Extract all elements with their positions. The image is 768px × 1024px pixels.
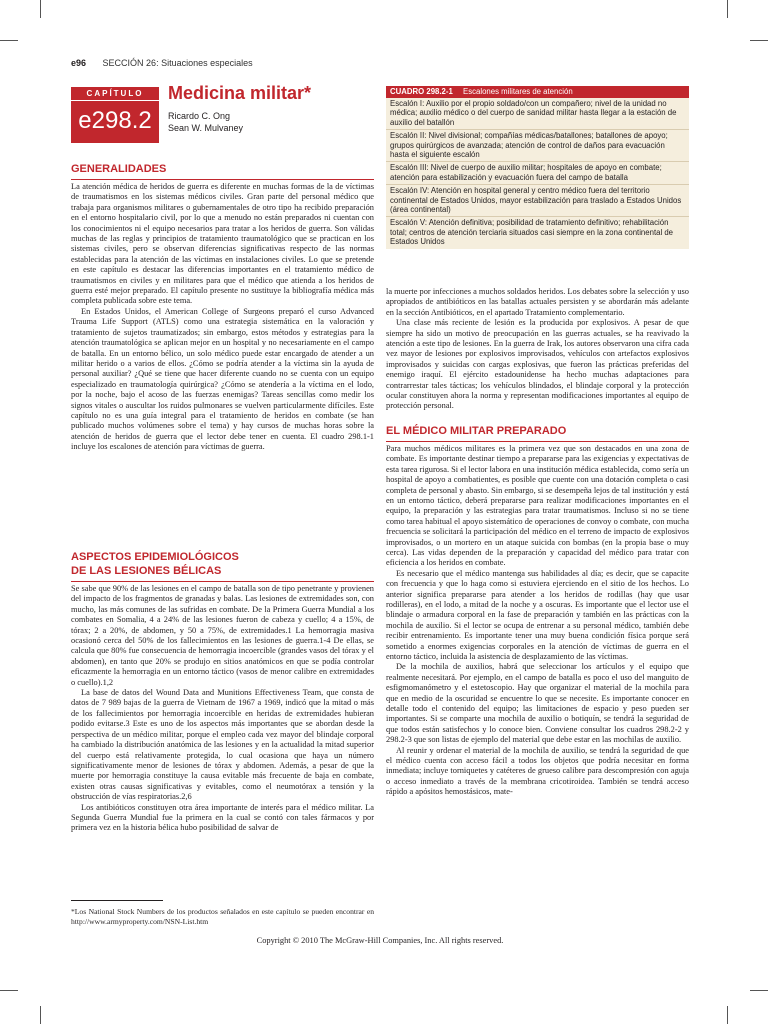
left-column [71,162,374,834]
section-medico-preparado [386,424,689,798]
paragraph: La atención médica de heridos de guerra es diferente en muchas formas de la de víctimas de traumatismos en los sistemas médicos civiles. Gran parte del personal médico que trabaja para organismos militares o gubernamentales de otro tipo ha recibido preparación en el entorno hospitalario civil, por lo que a menudo no están preparados ni cuentan con los conocimientos ni el equipo necesarios para tratar a los heridos de guerra. Son válidas muchas de las reglas y principios de tratamiento traumatológico que se practican en los sistemas civiles, pero se observan diferencias significativas respecto de las normas establecidas para la atención de las víctimas en instalaciones civiles. Lo que se pretende en este capítulo es destacar las diferencias importantes en el tratamiento médico de traumatismos en civiles y en militares para que el médico que atienda a los heridos de guerra esté mejor preparado. El capítulo presente no sustituye la bibliografía médica más completa publicada sobre este tema. [71,182,374,306]
author-name: Ricardo C. Ong [168,111,231,121]
section-generalidades [71,162,374,532]
paragraph: Una clase más reciente de lesión es la producida por explosivos. A pesar de que siempre ha sido un motivo de preocupación en las guerras actuales, se ha reavivado la atención a este tipo de lesiones. En la guerra de Irak, los autores observaron una cifra cada vez mayor de lesiones por explosivos improvisados, vehículos con artefactos explosivos improvisados y suicidas con cargas explosivas, que fueron las prácticas preferidas del enemigo iraquí. El ejército estadounidense ha hecho muchas adaptaciones para contrarrestar tales tácticas; los vehículos blindados, el blindaje corporal y la protección ocular constituyen ahora la norma y representan modificaciones importantes al equipo de protección personal. [386,318,689,411]
crop-mark [727,0,728,18]
paragraph: Se sabe que 90% de las lesiones en el campo de batalla son de tipo penetrante y provienen del impacto de los fragmentos de granadas y balas. Las lesiones de extremidades son, con mucho, las más comunes de las sufridas en combate. De la Primera Guerra Mundial a los combates en Somalia, 4 a 24% de las lesiones fueron de cabeza y cuello; 4 a 15%, de tórax; 2 a 20%, de abdomen, y 50 a 75%, de extremidades.1 La hemorragia masiva ocasionó cerca del 50% de los fallecimientos en las lesiones de guerra.1-4 De ellas, se calcula que 80% fue consecuencia de hemorragia incoercible (grandes vasos del tórax y el abdomen), en tanto que 20% se produjo en sitios anatómicos en que se podía controlar eficazmente la hemorragia en un entorno táctico (vasos de menor calibre en extremidades o cuello).1,2 [71,584,374,687]
footnote-rule [71,900,163,901]
box-header [386,86,689,98]
chapter-badge [71,87,159,143]
paragraph: Para muchos médicos militares es la primera vez que son destacados en una zona de combate. Es importante destinar tiempo a prepararse para las exigencias y expectativas de esta tarea rigurosa. Si el lector labora en una institución médica establecida, como sería un hospital de apoyo a combatientes, es posible que cuente con una dotación completa o casi completa de personal y abasto. Sin embargo, si se desempeña lejos de tal institución y está en un entorno táctico, deberá prepararse para realizar modificaciones importantes en el equipo, la preparación y las estrategias para tratar traumatismos. Incluso si no se tiene como tarea habitual el apoyo sistemático de operaciones de convoy o combate, con mucha frecuencia se solicitará la participación del médico en el terreno de impacto de explosivos improvisados, o un mortero en un ataque suicida con bombas (en la propia base o muy cerca). Las vidas dependen de la preparación y capacidad del médico para tratar con eficiencia a los heridos en combate. [386,443,689,568]
right-column [386,287,689,798]
box-level-item: Escalón III: Nivel de cuerpo de auxilio militar; hospitales de apoyo en combate; atención para estabilización y evacuación fuera del campo de batalla [386,162,689,185]
box-level-item: Escalón V: Atención definitiva; posibilidad de tratamiento definitivo; rehabilitación total; centros de atención terciaria situados casi siempre en la zona continental de Estados Unidos [390,218,674,247]
crop-mark [0,40,18,41]
copyright-notice: Copyright © 2010 The McGraw-Hill Companies, Inc. All rights reserved. [256,936,504,945]
chapter-title: Medicina militar* [168,83,312,103]
section-heading: EL MÉDICO MILITAR PREPARADO [386,424,689,442]
crop-mark [750,40,768,41]
paragraph: Al reunir y ordenar el material de la mochila de auxilio, se tendrá la seguridad de que el médico cuenta con acceso fácil a todos los objetos que podría necesitar en forma inmediata; incluye torniquetes y catéteres de grueso calibre para descompresión con aguja o acceso inmediato a través de la membrana cricotiroidea. También se tendrá acceso rápido a apósitos hemostásicos, mate- [386,745,689,797]
paragraph: De la mochila de auxilios, habrá que seleccionar los artículos y el equipo que realmente necesitará. Por ejemplo, en el campo de batalla es poco el uso del manguito de esfigmomanómetro y el estetoscopio. Hay que organizar el material de la mochila para que en medio de la oscuridad se encuentre lo que se necesite. Es importante conocer en detalle todo el contenido del equipo; las limitaciones de espacio y peso pueden ser importantes. Si se comparte una mochila de auxilio o botiquín, se tendrá la seguridad de que todos están satisfechos y lo conoce bien. Conviene consultar los cuadros 298.2-2 y 298.2-3 que son listas de ejemplo del material que debe estar en las mochilas de auxilio. [386,662,689,745]
crop-mark [40,1006,41,1024]
escalones-table-box [386,86,689,249]
crop-mark [750,990,768,991]
crop-mark [0,990,18,991]
section-heading: GENERALIDADES [71,162,374,180]
box-title: Escalones militares de atención [463,87,573,96]
box-level-item: Escalón II: Nivel divisional; compañías médicas/batallones; batallones de apoyo; grupos quirúrgicos de avanzada; atención de control de daños para evacuación hasta el siguiente escalón [386,130,689,162]
chapter-number: e298.2 [78,107,152,134]
paragraph: Los antibióticos constituyen otra área importante de interés para el médico militar. La Segunda Guerra Mundial fue la primera en la cual se contó con tales fármacos y por primera vez en la historia bélica hubo posibilidad de salvar de [71,802,374,833]
heading-line: ASPECTOS EPIDEMIOLÓGICOS [71,551,239,563]
crop-mark [727,1006,728,1024]
author-name: Sean W. Mulvaney [168,123,244,133]
running-head [71,58,711,72]
box-level-item: Escalón I: Auxilio por el propio soldado/con un compañero; nivel de la unidad no médica; auxilio médico o del cuerpo de sanidad militar hasta llegar a la estación de auxilio del batallón [386,98,689,130]
section-heading [71,550,374,582]
heading-line: DE LAS LESIONES BÉLICAS [71,565,222,577]
authors [168,110,243,134]
section-epidemiologicos [71,550,374,834]
footnote: *Los National Stock Numbers de los productos señalados en este capítulo se pueden encontrar en http://www.armyproperty.com/NSN-List.htm [71,907,374,926]
section-label: SECCIÓN 26: Situaciones especiales [102,58,253,68]
chapter-label: CAPÍTULO [71,87,159,101]
box-level-item: Escalón IV: Atención en hospital general y centro médico fuera del territorio continental de Estados Unidos, mayor estabilización para traslado a Estados Unidos (área continental) [386,185,689,217]
box-number: CUADRO 298.2-1 [390,87,453,96]
paragraph: Es necesario que el médico mantenga sus habilidades al día; es decir, que se capacite con frecuencia y que lo haga como si estuviera ejerciendo en el sitio de los hechos. Lo anterior significa prepararse para atender a los heridos de rodillas (hay que usar rodilleras), en el lodo, a mitad de la noche y a oscuras. Es importante que el lector use el blindaje o armadura corporal en la fase de preparación y también en las prácticas con la mochila de auxilio. Si el lector se ocupa de entrenar a su personal médico, también debe recibir entrenamiento. Es importante tener una muy buena condición física porque será sometido a enormes exigencias corporales en la atención de víctimas de guerra en el entorno táctico, incluida la asistencia de desplazamiento de las víctimas. [386,568,689,661]
crop-mark [40,0,41,18]
paragraph: La base de datos del Wound Data and Munitions Effectiveness Team, que consta de datos de 7 989 bajas de la guerra de Vietnam de 1967 a 1969, indicó que la mitad o más de los fallecimientos por hemorragia incoercible en heridas de extremidades hubieran podido evitarse.3 Este es uno de los aspectos más importantes que se abordan desde la perspectiva de un médico militar, porque el empleo cada vez mayor del blindaje corporal ha cambiado la distribución anatómica de las lesiones y en la actualidad la mitad superior del cuerpo está relativamente protegida, lo cual ocasiona que haya un número significativamente menor de lesiones de tórax y abdomen. Además, a pesar de que la muerte por hemorragia constituye la causa evitable más frecuente de baja en combate, existen otras causas significativas y evitables, como el neumotórax a tensión y la obstrucción de vías respiratorias.2,6 [71,688,374,802]
paragraph: la muerte por infecciones a muchos soldados heridos. Los debates sobre la selección y uso apropiados de antibióticos en las batallas actuales persisten y se abordarán más adelante en la sección Antibióticos, en el apartado Tratamiento complementario. [386,287,689,317]
page-number: e96 [71,58,87,68]
paragraph: En Estados Unidos, el American College of Surgeons preparó el curso Advanced Trauma Life Support (ATLS) como una estrategia sistemática en la valoración y tratamiento de sujetos traumatizados; sin embargo, estos métodos y estrategias para la atención traumatológica se aplican mejor en un hospital y no necesariamente en el campo de batalla. En un entorno bélico, un solo médico puede estar encargado de atender a un militar herido o a varios de ellos. ¿Cómo se podría atender a la víctima sin la ayuda de personal auxiliar? ¿Qué se tiene que hacer diferente cuando no se cuenta con un equipo especializado en traumatología quirúrgica? ¿Cómo se atendería a la víctima en el lodo, por la noche, bajo el acoso de las fuerzas enemigas? Tareas sencillas como medir los signos vitales o auscultar los ruidos pulmonares se vuelven particularmente difíciles. Este capítulo no es una guía integral para el tratamiento de heridos en combate (se han publicado muchos volúmenes sobre el tema) y hay cursos de muchas horas sobre la atención de heridos de guerra que el lector debe tener en cuenta. El cuadro 298.1-1 incluye los escalones de atención para víctimas de guerra. [71,306,374,452]
